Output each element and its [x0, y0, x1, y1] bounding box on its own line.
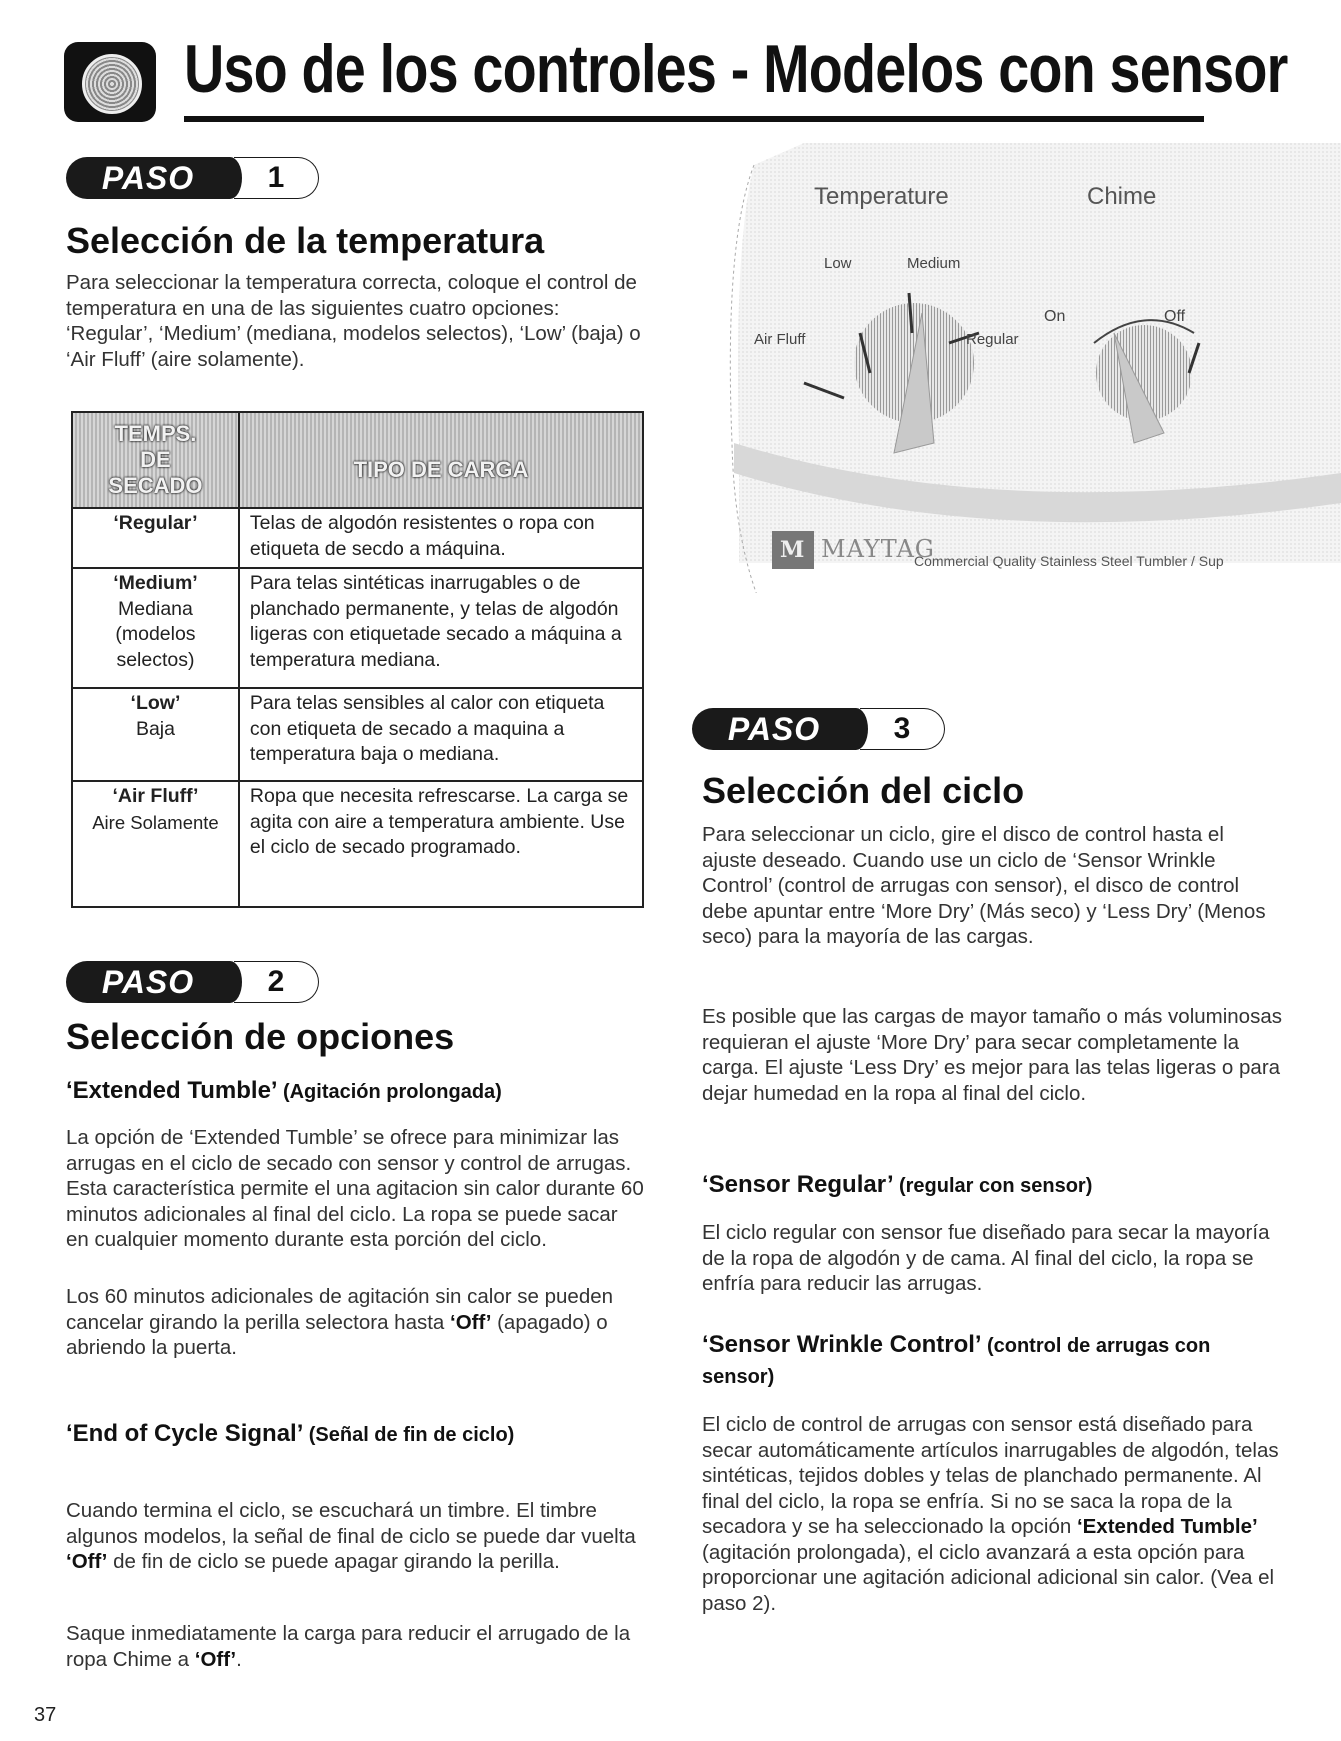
temperature-table: [71, 411, 644, 908]
panel-tagline: Commercial Quality Stainless Steel Tumbler / Sup: [914, 553, 1224, 569]
dial-icon: [64, 42, 156, 122]
row-name: ‘Low’: [130, 692, 181, 714]
col-header-carga: TIPO DE CARGA: [239, 412, 643, 508]
svg-text:M: M: [780, 537, 805, 563]
paso-label: PASO: [66, 157, 230, 199]
table-row: [72, 781, 643, 907]
paso-label: PASO: [66, 961, 230, 1003]
panel-off-label: Off: [1164, 308, 1186, 325]
sensor-wrinkle-title-small: (control de arrugas con sensor): [702, 1335, 1211, 1388]
step-number: 1: [234, 157, 319, 199]
panel-medium-label: Medium: [907, 255, 961, 272]
step-1-intro: Para seleccionar la temperatura correcta, coloque el control de temperatura en una de las siguientes cuatro opciones: ‘Regular’, ‘Medium’ (mediana, modelos selectos), ‘Low’ (baja) o ‘Air Fluff’ (aire solamente).: [66, 271, 641, 371]
page-title: Uso de los controles - Modelos con sensor: [184, 31, 1288, 107]
control-panel-illustration: [694, 143, 1341, 593]
panel-on-label: On: [1044, 308, 1066, 325]
extended-tumble-title-main: ‘Extended Tumble’: [66, 1077, 277, 1104]
page-number: 37: [34, 1704, 57, 1726]
row-name: ‘Air Fluff’: [112, 785, 199, 807]
end-cycle-title: [66, 1419, 626, 1450]
row-name: ‘Medium’: [113, 572, 198, 594]
step-number: 3: [860, 708, 945, 750]
col-header-temps: TEMPS. DE SECADO: [72, 412, 239, 508]
table-row: [72, 688, 643, 781]
row-sub: Mediana (modelos selectos): [115, 597, 196, 671]
row-sub: Aire Solamente: [92, 811, 219, 833]
sensor-regular-title: [702, 1170, 1092, 1201]
step-number: 2: [234, 961, 319, 1003]
table-header-row: [72, 412, 643, 508]
extended-tumble-p2: Los 60 minutos adicionales de agitación sin calor se pueden cancelar girando la perilla selectora hasta ‘Off’ (apagado) o abriendo la puerta.: [66, 1285, 614, 1359]
header-rule: [184, 116, 1204, 122]
paso-label: PASO: [692, 708, 856, 750]
sensor-regular-title-small: (regular con sensor): [898, 1175, 1093, 1197]
sensor-wrinkle-p: El ciclo de control de arrugas con sensor está diseñado para secar automáticamente artículos inarrugables de algodón, telas sintéticas, tejidos dobles y telas de planchado permanente. Al final del ciclo, la ropa se enfría. Si no se saca la ropa de la secadora y se ha seleccionado la opción ‘Extended Tumble’ (agitación prolongada), el ciclo avanzará a esta opción para proporcionar une agitación adicional adicional sin calor. (Vea el paso 2).: [702, 1413, 1279, 1615]
row-desc: Telas de algodón resistentes o ropa con etiqueta de secdo a máquina.: [239, 508, 643, 568]
extended-tumble-p1: La opción de ‘Extended Tumble’ se ofrece para minimizar las arrugas en el ciclo de secado con sensor y control de arrugas. Esta característica permite el una agitacion sin calor durante 60 minutos adicionales al final del ciclo. La ropa se puede sacar en cualquier momento durante esta porción del ciclo.: [66, 1126, 644, 1251]
row-name: ‘Regular’: [113, 512, 198, 534]
panel-regular-label: Regular: [966, 331, 1019, 348]
sensor-wrinkle-title-main: ‘Sensor Wrinkle Control’: [702, 1331, 981, 1358]
row-desc: Para telas sensibles al calor con etiqueta con etiqueta de secado a maquina a temperatura baja o mediana.: [239, 688, 643, 781]
sensor-wrinkle-title: [702, 1330, 1222, 1392]
row-desc: Para telas sintéticas inarrugables o de planchado permanente, y telas de algodón ligeras con etiquetade secado a máquina a temperatura mediana.: [239, 568, 643, 688]
panel-brand: MAYTAG: [821, 535, 935, 563]
table-row: [72, 568, 643, 688]
row-sub: Baja: [135, 717, 175, 740]
extended-tumble-title: [66, 1076, 502, 1107]
table-row: [72, 508, 643, 568]
panel-chime-label: Chime: [1087, 183, 1157, 210]
step-3-p2: Es posible que las cargas de mayor tamaño o más voluminosas requieran el ajuste ‘More Dry’ para secar completamente la carga. El ajuste ‘Less Dry’ es mejor para las telas ligeras o para dejar humedad en la ropa al final del ciclo.: [702, 1005, 1282, 1105]
panel-temperature-label: Temperature: [814, 183, 949, 210]
extended-tumble-title-small: (Agitación prolongada): [282, 1081, 502, 1103]
panel-low-label: Low: [824, 255, 852, 272]
panel-air-fluff-label: Air Fluff: [754, 331, 806, 348]
step-3-heading: Selección del ciclo: [702, 770, 1025, 811]
sensor-regular-p: El ciclo regular con sensor fue diseñado para secar la mayoría de la ropa de algodón y de cama. Al final del ciclo, la ropa se enfría para reducir las arrugas.: [702, 1221, 1270, 1295]
end-cycle-p2: Saque inmediatamente la carga para reducir el arrugado de la ropa Chime a ‘Off’.: [66, 1622, 631, 1671]
end-cycle-title-small: (Señal de fin de ciclo): [308, 1424, 515, 1446]
step-2-heading: Selección de opciones: [66, 1016, 455, 1057]
sensor-regular-title-main: ‘Sensor Regular’: [702, 1171, 893, 1198]
row-desc: Ropa que necesita refrescarse. La carga se agita con aire a temperatura ambiente. Use el ciclo de secado programado.: [239, 781, 643, 907]
end-cycle-title-main: ‘End of Cycle Signal’: [66, 1420, 303, 1447]
end-cycle-p1: Cuando termina el ciclo, se escuchará un timbre. El timbre algunos modelos, la señal de final de ciclo se puede dar vuelta ‘Off’ de fin de ciclo se puede apagar girando la perilla.: [66, 1499, 636, 1573]
step-1-heading: Selección de la temperatura: [66, 220, 545, 261]
step-3-p1: Para seleccionar un ciclo, gire el disco de control hasta el ajuste deseado. Cuando use un ciclo de ‘Sensor Wrinkle Control’ (control de arrugas con sensor), el disco de control debe apuntar entre ‘More Dry’ (Más seco) y ‘Less Dry’ (Menos seco) para la mayoría de las cargas.: [702, 823, 1266, 948]
